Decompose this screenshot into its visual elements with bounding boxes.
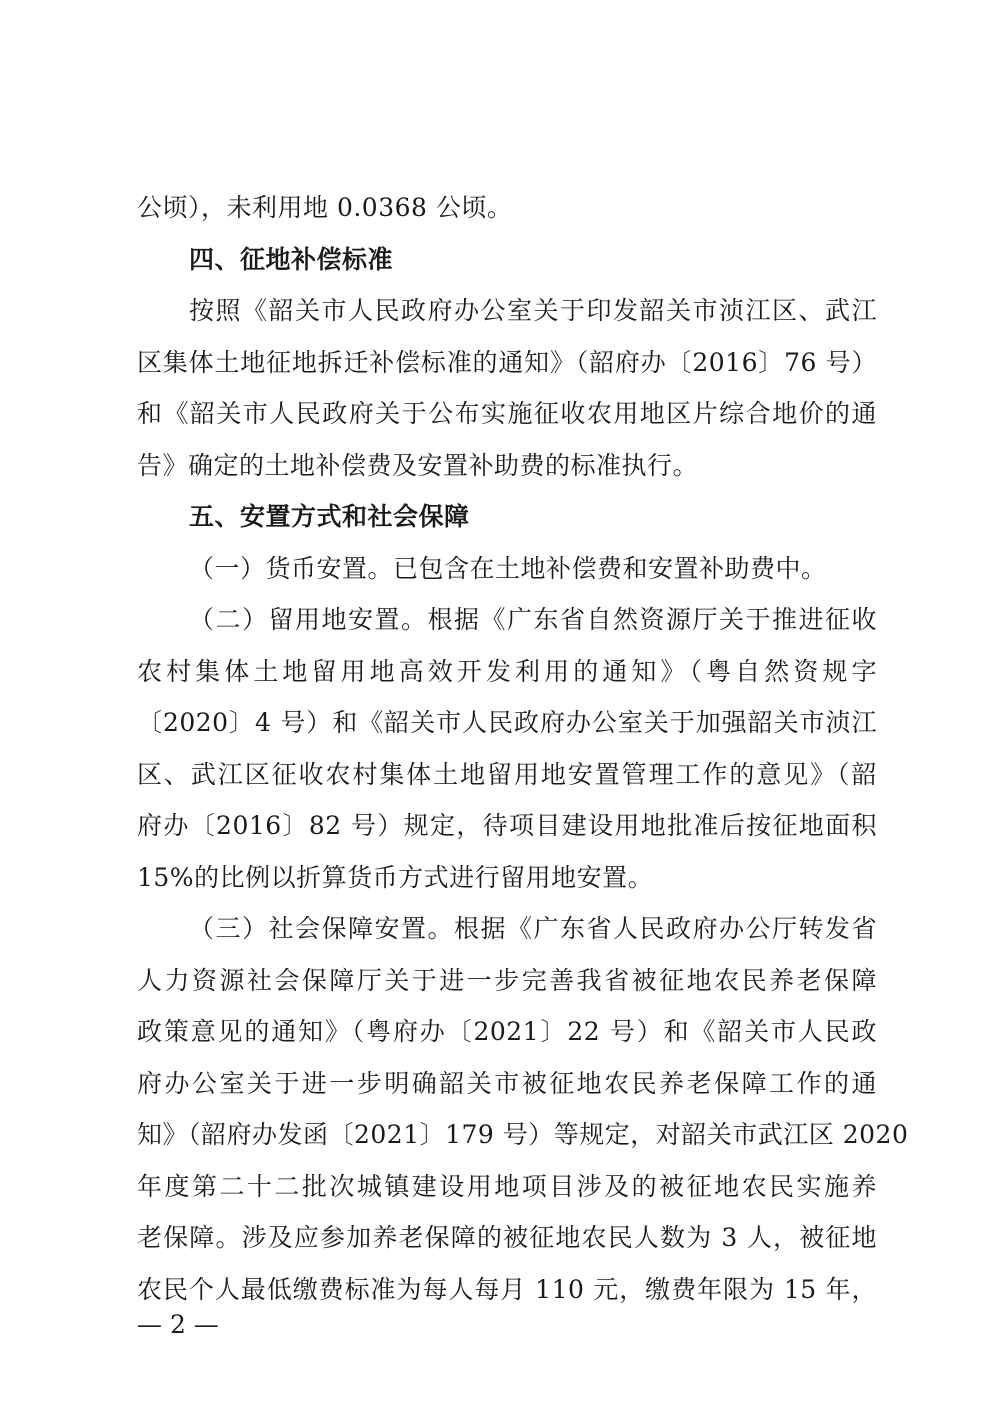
paragraph-line: （二）留用地安置。根据《广东省自然资源厅关于推进征收 bbox=[189, 605, 877, 634]
paragraph-line: 府办〔2016〕82 号）规定，待项目建设用地批准后按征地面积 bbox=[137, 811, 877, 840]
paragraph-line: 〔2020〕4 号）和《韶关市人民政府办公室关于加强韶关市浈江 bbox=[137, 708, 877, 737]
paragraph-line: 知》（韶府办发函〔2021〕179 号）等规定，对韶关市武江区 2020 bbox=[137, 1120, 909, 1149]
paragraph-line: 农村集体土地留用地高效开发利用的通知》（粤自然资规字 bbox=[137, 656, 877, 686]
paragraph-line: 年度第二十二批次城镇建设用地项目涉及的被征地农民实施养 bbox=[137, 1171, 877, 1201]
paragraph-line: （一）货币安置。已包含在土地补偿费和安置补助费中。 bbox=[189, 553, 827, 583]
paragraph-line: 按照《韶关市人民政府办公室关于印发韶关市浈江区、武江 bbox=[189, 296, 877, 325]
paragraph-line: （三）社会保障安置。根据《广东省人民政府办公厅转发省 bbox=[189, 914, 877, 943]
paragraph-line: 公顷），未利用地 0.0368 公顷。 bbox=[137, 193, 513, 222]
paragraph-line: 人力资源社会保障厅关于进一步完善我省被征地农民养老保障 bbox=[137, 965, 877, 995]
paragraph-line: 区集体土地征地拆迁补偿标准的通知》（韶府办〔2016〕76 号） bbox=[137, 347, 877, 377]
paragraph-line: 老保障。涉及应参加养老保障的被征地农民人数为 3 人，被征地 bbox=[137, 1223, 877, 1252]
paragraph-line: 告》确定的土地补偿费及安置补助费的标准执行。 bbox=[137, 450, 699, 480]
paragraph-line: 政策意见的通知》（粤府办〔2021〕22 号）和《韶关市人民政 bbox=[137, 1017, 877, 1046]
paragraph-line: 府办公室关于进一步明确韶关市被征地农民养老保障工作的通 bbox=[137, 1068, 877, 1098]
paragraph-line: 区、武江区征收农村集体土地留用地安置管理工作的意见》（韶 bbox=[137, 759, 877, 789]
page-number: — 2 — bbox=[137, 1310, 219, 1339]
paragraph-line: 15%的比例以折算货币方式进行留用地安置。 bbox=[137, 862, 654, 892]
document-body bbox=[137, 182, 909, 1315]
paragraph-line: 农民个人最低缴费标准为每人每月 110 元，缴费年限为 15 年， bbox=[137, 1274, 877, 1304]
paragraph-line: 和《韶关市人民政府关于公布实施征收农用地区片综合地价的通 bbox=[137, 399, 877, 428]
section-heading: 四、征地补偿标准 bbox=[189, 244, 394, 274]
section-heading: 五、安置方式和社会保障 bbox=[189, 502, 470, 531]
